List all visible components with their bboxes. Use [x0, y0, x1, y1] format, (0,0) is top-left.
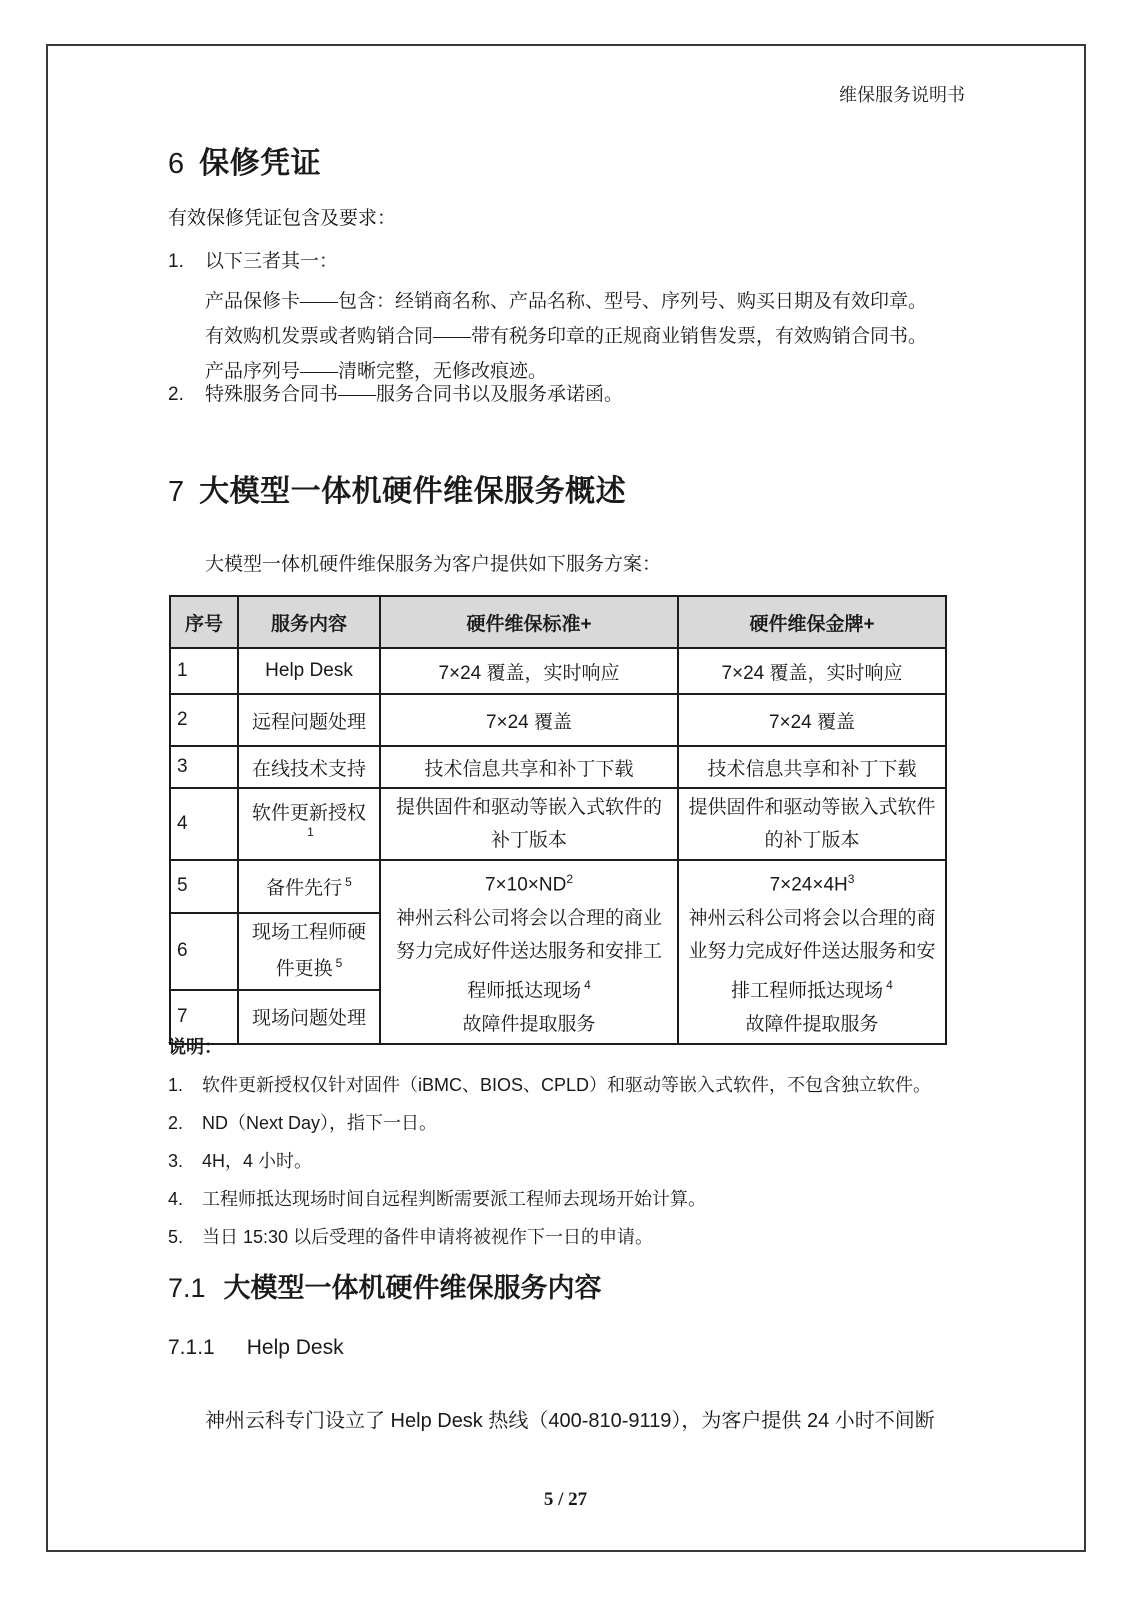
footnote-marker: 4 — [886, 977, 893, 992]
note-number: 3. — [168, 1151, 184, 1171]
table-row — [170, 746, 946, 788]
sla-description-text: 神州云科公司将会以合理的商业努力完成好件送达服务和安排工程师抵达现场 — [395, 907, 662, 1002]
table-row — [170, 860, 946, 913]
section-7-1-title: 大模型一体机硬件维保服务内容 — [223, 1273, 602, 1303]
list-item-1 — [168, 246, 338, 273]
note-text: 工程师抵达现场时间自远程判断需要派工程师去现场开始计算。 — [202, 1189, 706, 1209]
note-number: 1. — [168, 1075, 184, 1095]
footnote-marker: 2 — [566, 872, 574, 886]
cell-gold-value: 提供固件和驱动等嵌入式软件的补丁版本 — [678, 788, 946, 860]
footnote-marker: 4 — [584, 977, 591, 992]
cell-row-number: 3 — [170, 746, 238, 788]
cell-gold-merged — [678, 860, 946, 1044]
cell-service-name — [238, 913, 380, 990]
sla-line: 故障件提取服务 — [745, 1013, 879, 1035]
cell-row-number: 4 — [170, 788, 238, 860]
list-item-1-number: 1. — [168, 251, 184, 272]
notes-label: 说明： — [168, 1037, 222, 1057]
sla-line — [685, 863, 939, 902]
list-item-2-number: 2. — [168, 384, 184, 405]
section-7-1-heading — [168, 1266, 602, 1305]
sla-description — [685, 902, 939, 1008]
section-7-intro: 大模型一体机硬件维保服务为客户提供如下服务方案： — [205, 554, 662, 575]
sla-line — [387, 863, 671, 902]
cell-standard-value: 7×24 覆盖，实时响应 — [380, 648, 678, 694]
note-number: 2. — [168, 1113, 184, 1133]
footnote-marker: 5 — [335, 956, 343, 971]
cell-standard-value: 7×24 覆盖 — [380, 694, 678, 746]
footnote-marker: 1 — [307, 825, 314, 840]
cell-gold-value: 7×24 覆盖 — [678, 694, 946, 746]
sla-line: 故障件提取服务 — [462, 1013, 596, 1035]
sla-text: 7×24×4H — [769, 874, 848, 896]
cell-standard-value: 提供固件和驱动等嵌入式软件的补丁版本 — [380, 788, 678, 860]
cell-service-name: 现场问题处理 — [238, 990, 380, 1045]
note-item-2 — [168, 1109, 437, 1135]
list-item-2 — [168, 379, 623, 406]
note-item-5 — [168, 1223, 653, 1249]
warranty-proof-details — [205, 284, 950, 389]
section-7-1-1-number: 7.1.1 — [168, 1336, 215, 1359]
section-6-intro: 有效保修凭证包含及要求： — [168, 208, 397, 229]
list-item-2-text: 特殊服务合同书——服务合同书以及服务承诺函。 — [205, 384, 624, 405]
note-text: 4H，4 小时。 — [202, 1151, 313, 1171]
document-header-title: 维保服务说明书 — [839, 85, 965, 105]
section-7-title: 大模型一体机硬件维保服务概述 — [199, 475, 627, 508]
table-row — [170, 694, 946, 746]
note-number: 4. — [168, 1189, 184, 1209]
section-7-heading — [168, 466, 626, 510]
cell-service-text: 软件更新授权 — [251, 803, 366, 825]
note-text: 当日 15:30 以后受理的备件申请将被视作下一日的申请。 — [202, 1227, 654, 1247]
service-plan-table — [169, 595, 947, 1045]
cell-row-number: 5 — [170, 860, 238, 913]
header-cell-index: 序号 — [170, 596, 238, 648]
note-item-3 — [168, 1147, 312, 1173]
header-cell-gold: 硬件维保金牌+ — [678, 596, 946, 648]
cell-gold-value: 7×24 覆盖，实时响应 — [678, 648, 946, 694]
cell-row-number: 6 — [170, 913, 238, 990]
section-7-1-number: 7.1 — [168, 1273, 206, 1303]
cell-row-number: 1 — [170, 648, 238, 694]
footnote-marker: 5 — [345, 875, 352, 890]
cell-service-name: 在线技术支持 — [238, 746, 380, 788]
cell-service-text: 备件先行 — [266, 877, 343, 899]
list-item-1-text: 以下三者其一： — [205, 251, 339, 272]
cell-service-text: 现场工程师硬件更换 — [251, 922, 366, 980]
section-7-number: 7 — [168, 476, 185, 508]
cell-standard-merged — [380, 860, 678, 1044]
sla-description-text: 神州云科公司将会以合理的商业努力完成好件送达服务和安排工程师抵达现场 — [688, 907, 936, 1002]
sla-text: 7×10×ND — [484, 874, 567, 896]
table-header-row — [170, 596, 946, 648]
cell-row-number: 2 — [170, 694, 238, 746]
note-text: ND（Next Day），指下一日。 — [202, 1113, 438, 1133]
cell-gold-value: 技术信息共享和补丁下载 — [678, 746, 946, 788]
section-6-heading — [168, 138, 321, 182]
table-row — [170, 788, 946, 860]
warranty-detail-line: 产品序列号——清晰完整，无修改痕迹。 — [205, 361, 548, 382]
cell-service-name: Help Desk — [238, 648, 380, 694]
section-7-1-1-title: Help Desk — [246, 1336, 344, 1359]
header-cell-service: 服务内容 — [238, 596, 380, 648]
page-number: 5 / 27 — [543, 1489, 588, 1510]
note-number: 5. — [168, 1227, 184, 1247]
helpdesk-paragraph: 神州云科专门设立了 Help Desk 热线（400-810-9119），为客户提供 24 小时不间断 — [205, 1410, 935, 1432]
cell-service-name: 远程问题处理 — [238, 694, 380, 746]
cell-row-number: 7 — [170, 990, 238, 1045]
section-6-title: 保修凭证 — [199, 147, 322, 180]
warranty-detail-line: 有效购机发票或者购销合同——带有税务印章的正规商业销售发票，有效购销合同书。 — [205, 326, 928, 347]
warranty-detail-line: 产品保修卡——包含：经销商名称、产品名称、型号、序列号、购买日期及有效印章。 — [205, 291, 928, 312]
cell-service-name — [238, 788, 380, 860]
section-6-number: 6 — [168, 148, 185, 180]
note-item-4 — [168, 1185, 706, 1211]
table-row — [170, 648, 946, 694]
cell-standard-value: 技术信息共享和补丁下载 — [380, 746, 678, 788]
note-item-1 — [168, 1071, 931, 1097]
note-text: 软件更新授权仅针对固件（iBMC、BIOS、CPLD）和驱动等嵌入式软件，不包含独立软件。 — [202, 1075, 932, 1095]
cell-service-name — [238, 860, 380, 913]
section-7-1-1-heading — [168, 1336, 344, 1360]
sla-description — [387, 902, 671, 1008]
header-cell-standard: 硬件维保标准+ — [380, 596, 678, 648]
footnote-marker: 3 — [847, 872, 855, 886]
